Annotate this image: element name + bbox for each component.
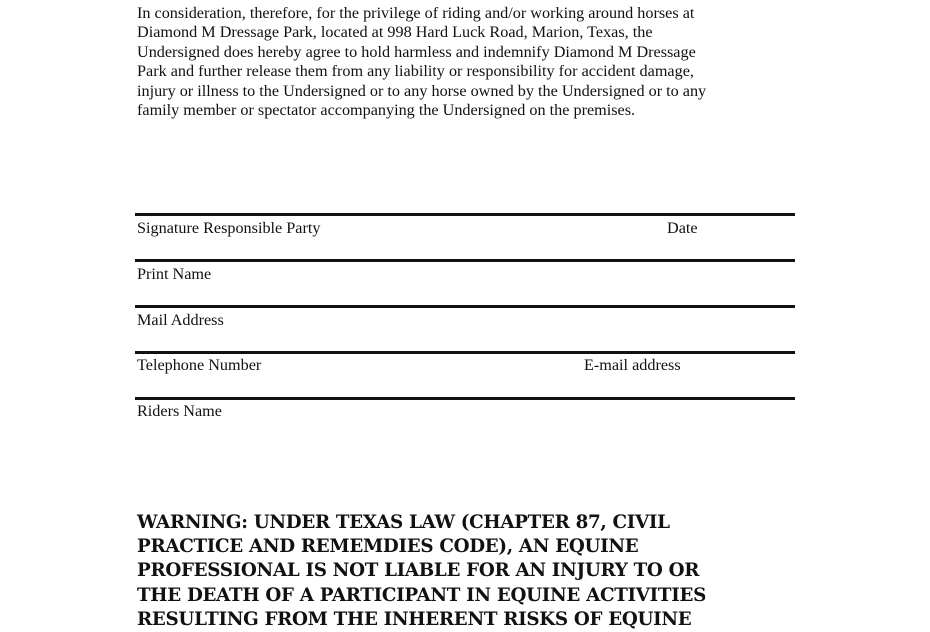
release-paragraph — [137, 4, 817, 120]
warning-line: PROFESSIONAL IS NOT LIABLE FOR AN INJURY TO OR — [137, 560, 700, 582]
print-name-line[interactable] — [135, 259, 795, 262]
riders-name-line[interactable] — [135, 397, 795, 400]
warning-line: PRACTICE AND REMEMDIES CODE), AN EQUINE — [137, 536, 639, 558]
email-label: E-mail address — [584, 356, 681, 374]
mail-address-label: Mail Address — [137, 311, 224, 329]
paragraph-line: Undersigned does hereby agree to hold harmless and indemnify Diamond M Dressage — [137, 42, 696, 61]
print-name-label: Print Name — [137, 265, 212, 283]
paragraph-line: Park and further release them from any liability or responsibility for accident damage, — [137, 62, 694, 81]
texas-law-warning — [137, 511, 837, 632]
signature-line[interactable] — [135, 213, 795, 216]
riders-name-label: Riders Name — [137, 402, 222, 420]
paragraph-line: family member or spectator accompanying the Undersigned on the premises. — [137, 101, 636, 120]
paragraph-line: injury or illness to the Undersigned or to any horse owned by the Undersigned or to any — [137, 81, 707, 100]
telephone-label: Telephone Number — [137, 356, 262, 374]
paragraph-line: Diamond M Dressage Park, located at 998 Hard Luck Road, Marion, Texas, the — [137, 23, 653, 42]
warning-line: RESULTING FROM THE INHERENT RISKS OF EQUINE — [137, 608, 692, 630]
date-label: Date — [667, 219, 698, 237]
paragraph-line: In consideration, therefore, for the privilege of riding and/or working around horses at — [137, 4, 695, 22]
mail-address-line[interactable] — [135, 305, 795, 308]
warning-line: THE DEATH OF A PARTICIPANT IN EQUINE ACTIVITIES — [137, 584, 707, 606]
warning-line: WARNING: UNDER TEXAS LAW (CHAPTER 87, CIVIL — [137, 512, 670, 533]
signature-label: Signature Responsible Party — [137, 219, 321, 237]
telephone-line[interactable] — [135, 351, 795, 354]
